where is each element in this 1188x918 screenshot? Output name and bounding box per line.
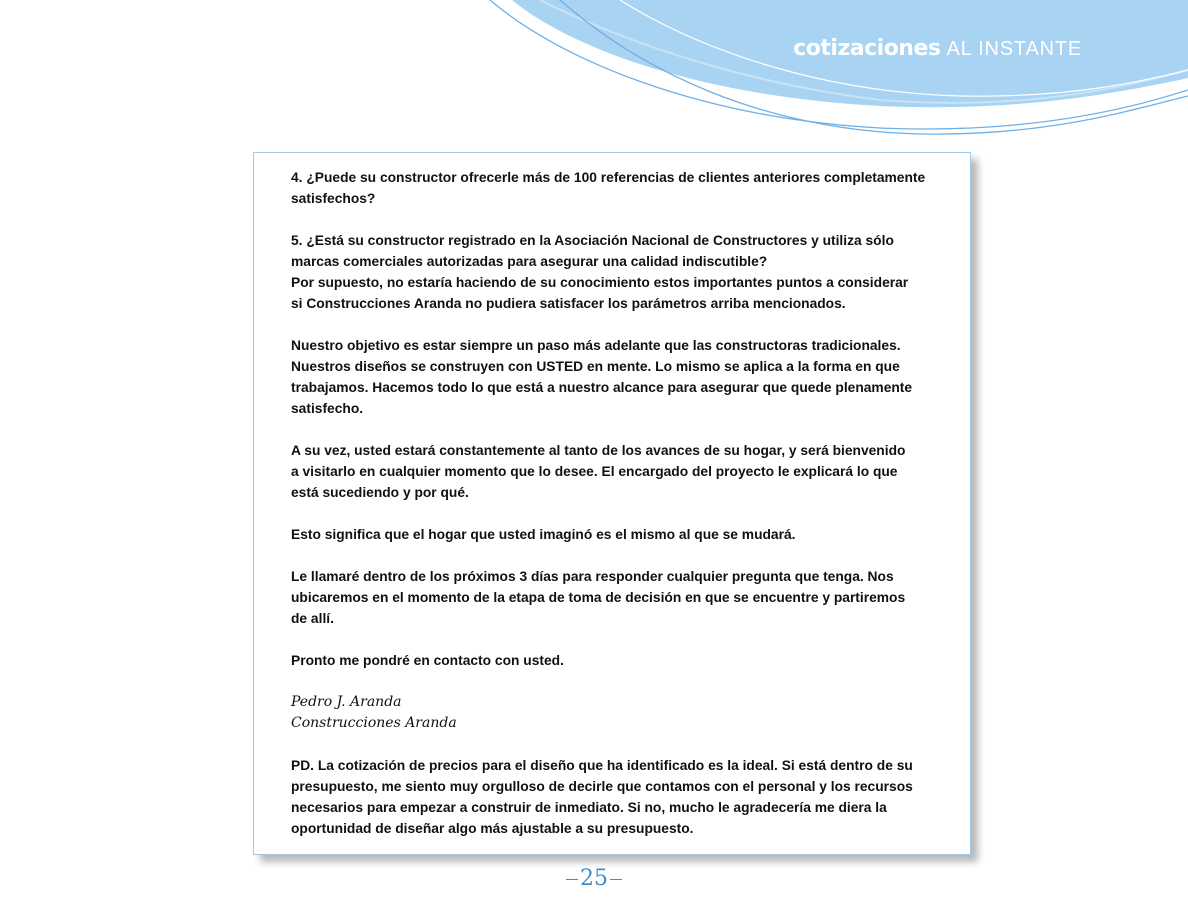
letter-body — [291, 167, 931, 860]
postscript — [291, 755, 931, 839]
signature — [291, 692, 931, 734]
text-line: Esto significa que el hogar que usted imaginó es el mismo al que se mudará. — [291, 527, 796, 542]
text-line: Por supuesto, no estaría haciendo de su conocimiento estos importantes puntos a considerar — [291, 275, 909, 290]
text-line: ubicaremos en el momento de la etapa de toma de decisión en que se encuentre y partiremos — [291, 590, 906, 605]
page-number — [0, 866, 1188, 891]
page-number-value: 25 — [580, 866, 608, 891]
text-line: presupuesto, me siento muy orgulloso de decirle que contamos con el personal y los recursos — [291, 779, 913, 794]
text-line: si Construcciones Aranda no pudiera satisfacer los parámetros arriba mencionados. — [291, 296, 846, 311]
paragraph-llamare — [291, 566, 931, 629]
text-line: Pronto me pondré en contacto con usted. — [291, 653, 564, 668]
page-number-dash-right — [610, 879, 622, 880]
header-wave-decoration — [0, 0, 1188, 160]
text-line: de allí. — [291, 611, 334, 626]
text-line: a visitarlo en cualquier momento que lo desee. El encargado del proyecto le explicará lo que — [291, 464, 898, 479]
text-line: trabajamos. Hacemos todo lo que está a nuestro alcance para asegurar que quede plenamente — [291, 380, 913, 395]
text-line: A su vez, usted estará constantemente al tanto de los avances de su hogar, y será bienvenido — [291, 443, 906, 458]
brand-title-light: AL INSTANTE — [946, 38, 1082, 60]
text-line: PD. La cotización de precios para el diseño que ha identificado es la ideal. Si está dentro de su — [291, 758, 913, 773]
paragraph-significa — [291, 524, 931, 545]
paragraph-objetivo — [291, 335, 931, 419]
text-line: Le llamaré dentro de los próximos 3 días para responder cualquier pregunta que tenga. Nos — [291, 569, 894, 584]
text-line: oportunidad de diseñar algo más ajustable a su presupuesto. — [291, 821, 694, 836]
question-5 — [291, 230, 931, 314]
text-line: satisfecho. — [291, 401, 364, 416]
question-4 — [291, 167, 931, 209]
brand-title — [793, 36, 1082, 61]
text-line: está sucediendo y por qué. — [291, 485, 469, 500]
signature-company: Construcciones Aranda — [291, 715, 457, 731]
text-line: necesarios para empezar a construir de inmediato. Si no, mucho le agradecería me diera la — [291, 800, 887, 815]
brand-title-bold: cotizaciones — [793, 36, 941, 61]
letter-card — [253, 152, 971, 855]
paragraph-avances — [291, 440, 931, 503]
text-line: satisfechos? — [291, 191, 376, 206]
text-line: Nuestros diseños se construyen con USTED en mente. Lo mismo se aplica a la forma en que — [291, 359, 900, 374]
text-line: Nuestro objetivo es estar siempre un paso más adelante que las constructoras tradicionales. — [291, 338, 901, 353]
paragraph-contacto — [291, 650, 931, 671]
text-line: 4. ¿Puede su constructor ofrecerle más de 100 referencias de clientes anteriores completamente — [291, 170, 926, 185]
signature-name: Pedro J. Aranda — [291, 694, 402, 710]
text-line: 5. ¿Está su constructor registrado en la Asociación Nacional de Constructores y utiliza sólo — [291, 233, 894, 248]
text-line: marcas comerciales autorizadas para asegurar una calidad indiscutible? — [291, 254, 768, 269]
page-number-dash-left — [566, 879, 578, 880]
